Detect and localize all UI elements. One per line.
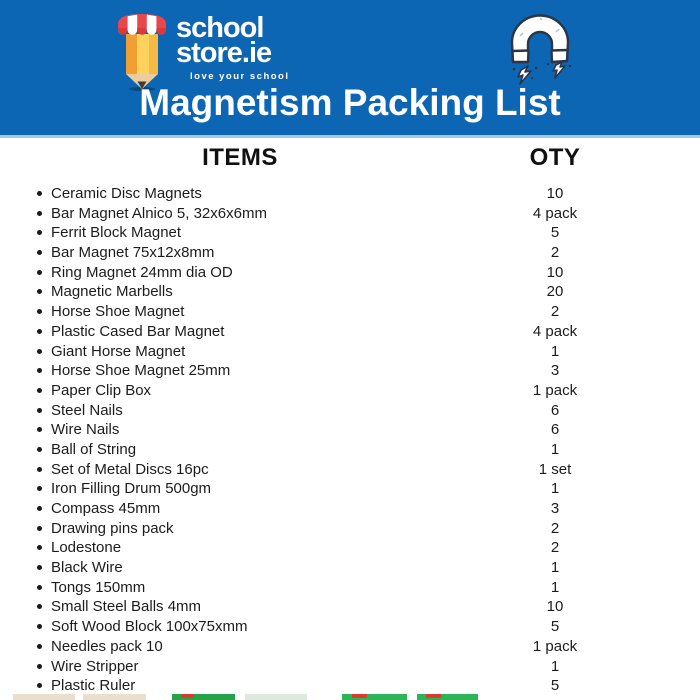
table-row — [0, 243, 700, 263]
product-thumbnail — [83, 694, 146, 700]
bullet-icon — [37, 683, 42, 688]
item-qty: 1 — [550, 657, 560, 675]
table-row — [0, 223, 700, 243]
item-name: Small Steel Balls 4mm — [51, 598, 202, 616]
bullet-icon — [37, 624, 42, 629]
item-qty: 1 — [550, 440, 560, 458]
item-qty: 2 — [550, 303, 560, 321]
table-row — [0, 519, 700, 539]
item-qty: 1 — [550, 559, 560, 577]
logo-wordmark — [176, 12, 290, 82]
item-qty: 5 — [550, 618, 560, 636]
item-name: Wire Nails — [51, 421, 120, 439]
item-qty: 10 — [546, 598, 564, 616]
item-name: Ceramic Disc Magnets — [51, 185, 202, 202]
item-name: Magnetic Marbells — [51, 283, 173, 301]
bullet-icon — [37, 408, 42, 413]
table-row — [0, 420, 700, 440]
item-qty: 1 pack — [532, 381, 578, 399]
item-name: Plastic Cased Bar Magnet — [51, 322, 225, 340]
item-qty: 6 — [550, 401, 560, 419]
bullet-icon — [37, 368, 42, 373]
item-qty: 1 — [550, 342, 560, 360]
item-qty: 6 — [550, 421, 560, 439]
table-row — [0, 676, 700, 696]
bullet-icon — [37, 289, 42, 294]
item-qty: 2 — [550, 539, 560, 557]
item-qty: 4 pack — [532, 204, 578, 222]
item-name: Giant Horse Magnet — [51, 342, 186, 360]
item-qty: 10 — [546, 263, 564, 281]
item-name: Bar Magnet 75x12x8mm — [51, 244, 215, 262]
product-thumbnail — [245, 694, 307, 700]
table-row — [0, 578, 700, 598]
bullet-icon — [37, 447, 42, 452]
item-name: Ring Magnet 24mm dia OD — [51, 263, 233, 281]
bullet-icon — [37, 585, 42, 590]
table-row — [0, 381, 700, 401]
item-name: Wire Stripper — [51, 657, 139, 675]
item-qty: 2 — [550, 519, 560, 537]
bullet-icon — [37, 250, 42, 255]
table-row — [0, 460, 700, 480]
logo-name-line2: store.ie — [176, 37, 272, 69]
bullet-icon — [37, 191, 42, 196]
item-qty: 5 — [550, 677, 560, 695]
item-name: Lodestone — [51, 539, 122, 557]
table-row — [0, 440, 700, 460]
table-row — [0, 401, 700, 421]
product-thumbnail — [417, 694, 478, 700]
item-name: Ferrit Block Magnet — [51, 224, 182, 242]
item-name: Needles pack 10 — [51, 637, 163, 655]
qty-column-header: OTY — [529, 144, 581, 171]
item-name: Tongs 150mm — [51, 578, 146, 596]
item-name: Iron Filling Drum 500gm — [51, 480, 212, 498]
item-qty: 1 set — [538, 460, 572, 478]
item-qty: 1 pack — [532, 637, 578, 655]
table-row — [0, 538, 700, 558]
item-name: Compass 45mm — [51, 500, 161, 517]
bullet-icon — [37, 427, 42, 432]
bullet-icon — [37, 545, 42, 550]
item-qty: 20 — [546, 283, 564, 301]
bullet-icon — [37, 211, 42, 216]
item-qty: 4 pack — [532, 322, 578, 340]
item-qty: 1 — [550, 578, 560, 596]
item-name: Black Wire — [51, 559, 123, 577]
item-qty: 3 — [550, 500, 560, 517]
item-name: Paper Clip Box — [51, 381, 152, 399]
item-name: Steel Nails — [51, 401, 123, 419]
item-name: Plastic Ruler — [51, 677, 136, 695]
table-row — [0, 558, 700, 578]
table-row — [0, 263, 700, 283]
item-name: Bar Magnet Alnico 5, 32x6x6mm — [51, 204, 267, 222]
item-name: Horse Shoe Magnet 25mm — [51, 362, 231, 380]
table-row — [0, 657, 700, 677]
bullet-icon — [37, 270, 42, 275]
footer-thumbnails-strip — [0, 694, 700, 700]
header-banner — [0, 0, 700, 138]
schoolstore-logo — [112, 8, 312, 90]
table-row — [0, 302, 700, 322]
table-header-row — [0, 144, 700, 174]
table-row — [0, 597, 700, 617]
table-row — [0, 479, 700, 499]
item-name: Ball of String — [51, 440, 137, 458]
bullet-icon — [37, 329, 42, 334]
thumbnail-accent — [426, 694, 441, 698]
table-row — [0, 184, 700, 204]
item-qty: 1 — [550, 480, 560, 498]
item-name: Horse Shoe Magnet — [51, 303, 185, 321]
table-row — [0, 204, 700, 224]
bullet-icon — [37, 309, 42, 314]
table-row — [0, 637, 700, 657]
bullet-icon — [37, 486, 42, 491]
item-name: Set of Metal Discs 16pc — [51, 460, 209, 478]
product-thumbnail — [13, 694, 75, 700]
thumbnail-accent — [352, 694, 367, 698]
table-row — [0, 342, 700, 362]
bullet-icon — [37, 349, 42, 354]
page-title: Magnetism Packing List — [139, 82, 561, 123]
table-row — [0, 282, 700, 302]
item-qty: 5 — [550, 224, 560, 242]
product-thumbnail — [172, 694, 235, 700]
thumbnail-accent — [181, 694, 194, 698]
item-name: Soft Wood Block 100x75xmm — [51, 618, 248, 636]
table-row — [0, 499, 700, 519]
items-column-header: ITEMS — [202, 144, 278, 171]
bullet-icon — [37, 506, 42, 511]
logo-name-line1: school — [176, 12, 264, 44]
table-row — [0, 361, 700, 381]
bullet-icon — [37, 565, 42, 570]
bullet-icon — [37, 230, 42, 235]
bullet-icon — [37, 388, 42, 393]
item-qty: 2 — [550, 244, 560, 262]
table-row — [0, 617, 700, 637]
item-qty: 3 — [550, 362, 560, 380]
bullet-icon — [37, 644, 42, 649]
bullet-icon — [37, 467, 42, 472]
bullet-icon — [37, 604, 42, 609]
bullet-icon — [37, 664, 42, 669]
bullet-icon — [37, 526, 42, 531]
item-qty: 10 — [546, 185, 564, 202]
items-list — [0, 184, 700, 696]
table-row — [0, 322, 700, 342]
logo-tagline: love your school — [190, 71, 290, 82]
item-name: Drawing pins pack — [51, 519, 174, 537]
product-thumbnail — [342, 694, 407, 700]
